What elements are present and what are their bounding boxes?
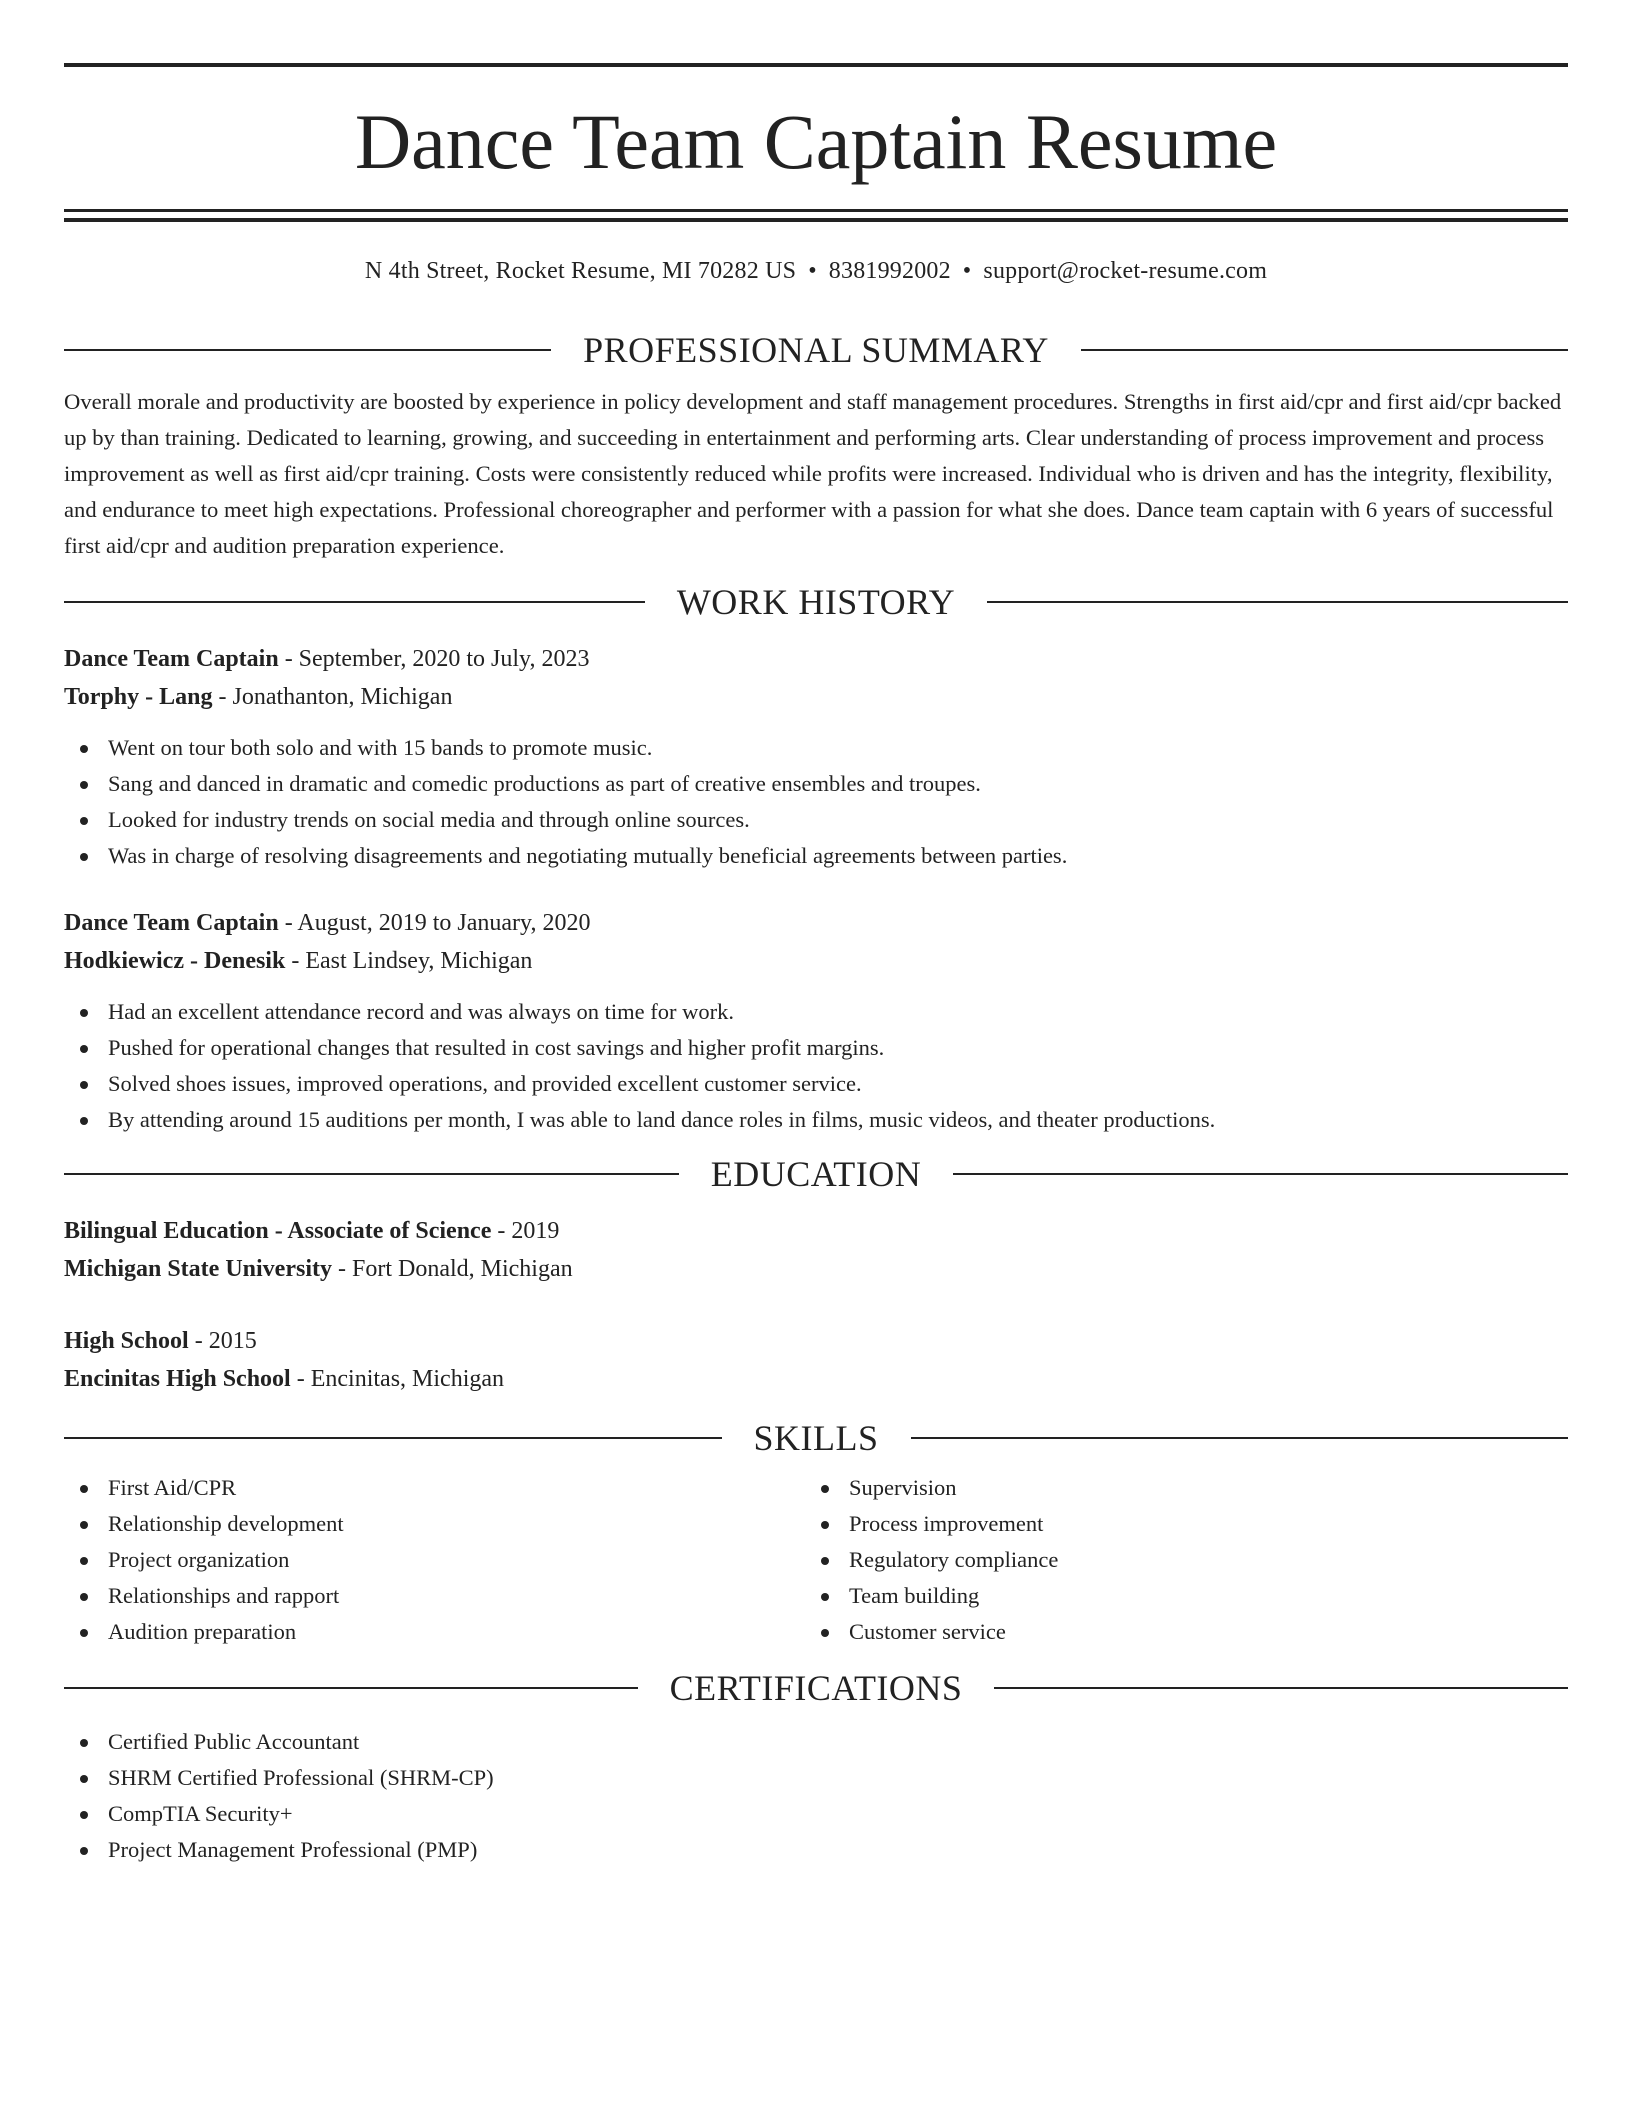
section-heading-label: SKILLS — [753, 1418, 879, 1458]
list-item — [64, 1470, 805, 1506]
certification-text: CompTIA Security+ — [108, 1801, 293, 1826]
section-heading-education — [64, 1152, 1568, 1196]
bullet-text: Had an excellent attendance record and was always on time for work. — [108, 999, 734, 1024]
certification-text: Certified Public Accountant — [108, 1729, 360, 1754]
bullet-icon — [80, 1739, 88, 1747]
contact-line — [64, 256, 1568, 286]
list-item — [64, 1102, 1568, 1138]
heading-rule — [64, 1173, 679, 1175]
job-company: Torphy - Lang — [64, 684, 213, 710]
bullet-icon — [80, 853, 88, 861]
skill-text: First Aid/CPR — [108, 1475, 237, 1500]
certifications-list — [64, 1724, 1568, 1868]
contact-separator: • — [962, 258, 972, 284]
list-item — [64, 802, 1568, 838]
section-heading-label: EDUCATION — [710, 1154, 922, 1194]
heading-rule — [987, 601, 1568, 603]
job-title-line — [64, 904, 1568, 942]
heading-rule — [64, 1687, 638, 1689]
bullet-text: Sang and danced in dramatic and comedic productions as part of creative ensembles and troupes. — [108, 771, 981, 796]
list-item — [64, 1578, 805, 1614]
bullet-icon — [80, 1593, 88, 1601]
list-item — [64, 1614, 805, 1650]
section-heading-skills — [64, 1416, 1568, 1460]
education-school: Encinitas High School — [64, 1366, 291, 1392]
bullet-text: Solved shoes issues, improved operations, and provided excellent customer service. — [108, 1071, 862, 1096]
list-item — [64, 1066, 1568, 1102]
bullet-icon — [80, 1485, 88, 1493]
section-heading-label: PROFESSIONAL SUMMARY — [583, 330, 1049, 370]
education-degree: Bilingual Education - Associate of Science — [64, 1218, 492, 1244]
bullet-icon — [80, 1847, 88, 1855]
contact-address: N 4th Street, Rocket Resume, MI 70282 US — [364, 258, 797, 284]
skill-text: Audition preparation — [108, 1619, 297, 1644]
job-dates: - September, 2020 to July, 2023 — [278, 646, 590, 672]
bullet-icon — [80, 1811, 88, 1819]
list-item — [64, 1030, 1568, 1066]
heading-rule — [64, 601, 645, 603]
resume-title: Dance Team Captain Resume — [354, 98, 1278, 185]
job-company: Hodkiewicz - Denesik — [64, 948, 286, 974]
heading-rule — [911, 1437, 1569, 1439]
skill-text: Relationships and rapport — [108, 1583, 340, 1608]
certification-text: SHRM Certified Professional (SHRM-CP) — [108, 1765, 494, 1790]
job-bullets — [64, 994, 1568, 1138]
job-location: - East Lindsey, Michigan — [285, 948, 533, 974]
bullet-text: Pushed for operational changes that resulted in cost savings and higher profit margins. — [108, 1035, 885, 1060]
skill-text: Customer service — [849, 1619, 1006, 1644]
bullet-icon — [80, 1521, 88, 1529]
bullet-icon — [821, 1593, 829, 1601]
job-entry — [64, 640, 1568, 874]
contact-email: support@rocket-resume.com — [983, 258, 1268, 284]
certification-text: Project Management Professional (PMP) — [108, 1837, 478, 1862]
skill-text: Regulatory compliance — [849, 1547, 1059, 1572]
skills-column-left — [64, 1470, 805, 1650]
list-item — [64, 994, 1568, 1030]
education-degree-line — [64, 1212, 1568, 1250]
bullet-icon — [821, 1629, 829, 1637]
job-title-line — [64, 640, 1568, 678]
education-year: - 2015 — [188, 1328, 257, 1354]
bullet-icon — [80, 1557, 88, 1565]
heading-rule — [953, 1173, 1568, 1175]
contact-phone: 8381992002 — [828, 258, 951, 284]
bullet-icon — [80, 1081, 88, 1089]
education-degree: High School — [64, 1328, 189, 1354]
bullet-icon — [80, 745, 88, 753]
job-location: - Jonathanton, Michigan — [212, 684, 453, 710]
education-school: Michigan State University — [64, 1256, 332, 1282]
bullet-text: Went on tour both solo and with 15 bands to promote music. — [108, 735, 653, 760]
job-entry — [64, 904, 1568, 1138]
bullet-icon — [80, 817, 88, 825]
skill-text: Team building — [849, 1583, 980, 1608]
list-item — [805, 1506, 1546, 1542]
list-item — [64, 1542, 805, 1578]
bullet-text: By attending around 15 auditions per month, I was able to land dance roles in films, music videos, and theater productions. — [108, 1107, 1216, 1132]
list-item — [64, 1506, 805, 1542]
job-title: Dance Team Captain — [64, 910, 279, 936]
section-heading-work-history — [64, 580, 1568, 624]
list-item — [64, 766, 1568, 802]
skills-bullets — [64, 1470, 805, 1650]
section-heading-label: WORK HISTORY — [676, 582, 956, 622]
list-item — [805, 1470, 1546, 1506]
bullet-text: Was in charge of resolving disagreements and negotiating mutually beneficial agreements between parties. — [108, 843, 1068, 868]
job-dates: - August, 2019 to January, 2020 — [278, 910, 591, 936]
heading-rule — [64, 349, 551, 351]
list-item — [805, 1614, 1546, 1650]
education-location: - Encinitas, Michigan — [290, 1366, 505, 1392]
education-year: - 2019 — [491, 1218, 560, 1244]
bullet-icon — [80, 1775, 88, 1783]
education-degree-line — [64, 1322, 1568, 1360]
bullet-icon — [821, 1557, 829, 1565]
section-heading-certifications — [64, 1666, 1568, 1710]
list-item — [64, 838, 1568, 874]
bullet-icon — [80, 781, 88, 789]
job-company-line — [64, 678, 1568, 716]
heading-rule — [64, 1437, 722, 1439]
list-item — [64, 730, 1568, 766]
skill-text: Relationship development — [108, 1511, 344, 1536]
list-item — [64, 1796, 1568, 1832]
title-double-rule — [64, 209, 1568, 222]
bullet-icon — [80, 1117, 88, 1125]
skills-column-right — [805, 1470, 1546, 1650]
top-rule — [64, 63, 1568, 67]
education-school-line — [64, 1250, 1568, 1288]
list-item — [64, 1832, 1568, 1868]
skills-bullets — [805, 1470, 1546, 1650]
education-location: - Fort Donald, Michigan — [331, 1256, 573, 1282]
job-bullets — [64, 730, 1568, 874]
skills-list — [64, 1470, 1568, 1650]
bullet-icon — [80, 1009, 88, 1017]
bullet-icon — [80, 1629, 88, 1637]
education-school-line — [64, 1360, 1568, 1398]
job-title: Dance Team Captain — [64, 646, 279, 672]
professional-summary: Overall morale and productivity are boosted by experience in policy development and staff management procedures. Strengths in first aid/cpr and first aid/cpr backed up by than training. Dedicated to learning, growing, and succeeding in entertainment and performing arts. Clear understanding of process improvement and process improvement as well as first aid/cpr training. Costs were consistently reduced while profits were increased. Individual who is driven and has the integrity, flexibility, and endurance to meet high expectations. Professional choreographer and performer with a passion for what she does. Dance team captain with 6 years of successful first aid/cpr and audition preparation experience. — [64, 389, 1562, 558]
section-heading-label: CERTIFICATIONS — [669, 1668, 963, 1708]
bullet-icon — [80, 1045, 88, 1053]
list-item — [805, 1578, 1546, 1614]
job-company-line — [64, 942, 1568, 980]
heading-rule — [1081, 349, 1568, 351]
contact-separator: • — [808, 258, 817, 284]
education-entry — [64, 1212, 1568, 1288]
skill-text: Project organization — [108, 1547, 290, 1572]
bullet-icon — [821, 1485, 829, 1493]
section-heading-summary — [64, 328, 1568, 372]
bullet-text: Looked for industry trends on social media and through online sources. — [108, 807, 750, 832]
education-entry — [64, 1322, 1568, 1398]
skill-text: Process improvement — [849, 1511, 1044, 1536]
bullet-icon — [821, 1521, 829, 1529]
list-item — [805, 1542, 1546, 1578]
heading-rule — [994, 1687, 1568, 1689]
list-item — [64, 1760, 1568, 1796]
list-item — [64, 1724, 1568, 1760]
skill-text: Supervision — [849, 1475, 957, 1500]
